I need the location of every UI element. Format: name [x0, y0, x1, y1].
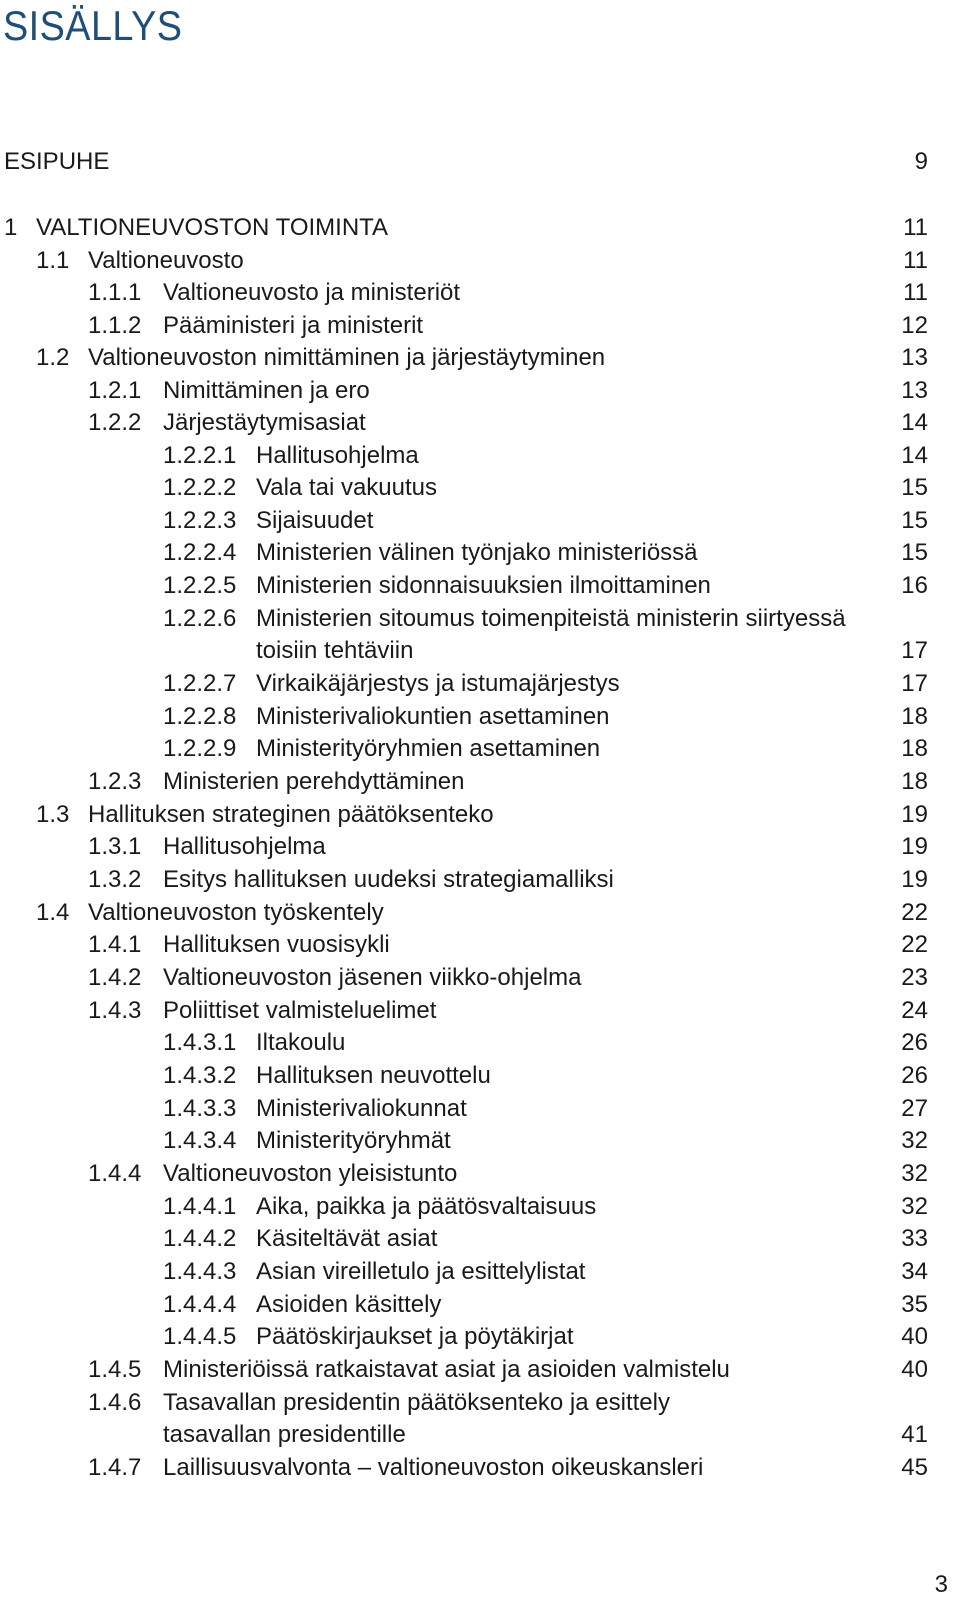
toc-entry-page: 22	[901, 931, 928, 958]
toc-entry-page: 11	[903, 279, 928, 306]
toc-entry-page: 15	[901, 539, 928, 566]
toc-entry-number: 1.4.3	[88, 997, 142, 1024]
toc-entry-page: 15	[901, 474, 928, 501]
toc-entry[interactable]	[0, 1321, 928, 1353]
toc-entry-page: 17	[901, 637, 928, 664]
toc-entry-page: 45	[901, 1454, 928, 1481]
toc-entry-title: Laillisuusvalvonta – valtioneuvoston oikeuskansleri	[163, 1454, 704, 1481]
toc-entry-title: Käsiteltävät asiat	[256, 1225, 438, 1252]
toc-entry-number: 1.3.1	[88, 833, 142, 860]
toc-entry[interactable]	[0, 1256, 928, 1288]
toc-entry-title: Ministerityöryhmät	[256, 1127, 451, 1154]
toc-entry[interactable]	[0, 472, 928, 504]
toc-entry-number: 1.4.3.2	[163, 1062, 237, 1089]
toc-entry-page: 18	[901, 703, 928, 730]
toc-entry-page: 14	[901, 442, 928, 469]
toc-entry[interactable]	[0, 799, 928, 831]
toc-entry[interactable]	[0, 701, 928, 733]
toc-entry-title: Hallituksen neuvottelu	[256, 1062, 491, 1089]
toc-entry-page: 13	[901, 344, 928, 371]
toc-entry-number: 1.1.2	[88, 312, 142, 339]
toc-entry-number: 1.4.4.3	[163, 1258, 237, 1285]
toc-entry-page: 19	[901, 801, 928, 828]
toc-entry[interactable]	[0, 212, 928, 244]
toc-entry-title: Esitys hallituksen uudeksi strategiamalliksi	[163, 866, 614, 893]
toc-entry[interactable]	[0, 1093, 928, 1125]
toc-entry-number: 1.4.7	[88, 1454, 142, 1481]
toc-entry-page: 13	[901, 377, 928, 404]
toc-entry[interactable]	[0, 831, 928, 863]
toc-entry-number: 1.2.2.2	[163, 474, 237, 501]
toc-entry-title: toisiin tehtäviin	[256, 637, 414, 664]
toc-entry-page: 11	[903, 214, 928, 241]
toc-entry[interactable]	[0, 1158, 928, 1190]
toc-entry[interactable]	[0, 440, 928, 472]
toc-entry-number: 1.4.2	[88, 964, 142, 991]
toc-entry-number: 1.2.2.6	[163, 605, 237, 632]
toc-entry-title: Hallitusohjelma	[163, 833, 326, 860]
toc-entry-number: 1.2.3	[88, 768, 142, 795]
toc-entry-number: 1.2.2.1	[163, 442, 237, 469]
toc-entry-page: 34	[901, 1258, 928, 1285]
toc-entry-number: 1.2	[36, 344, 70, 371]
toc-entry-page: 9	[914, 148, 928, 175]
toc-entry-page: 15	[901, 507, 928, 534]
toc-entry[interactable]	[0, 375, 928, 407]
toc-entry-page: 40	[901, 1356, 928, 1383]
toc-entry-number: 1.2.2.3	[163, 507, 237, 534]
toc-entry-page: 18	[901, 735, 928, 762]
toc-entry-title: Pääministeri ja ministerit	[163, 312, 424, 339]
toc-entry-title: Järjestäytymisasiat	[163, 409, 366, 436]
toc-entry-number: 1.4.6	[88, 1389, 142, 1416]
toc-entry-number: 1	[4, 214, 18, 241]
toc-entry[interactable]	[0, 537, 928, 569]
toc-entry-page: 14	[901, 409, 928, 436]
toc-entry-title: Päätöskirjaukset ja pöytäkirjat	[256, 1323, 574, 1350]
toc-entry[interactable]	[0, 277, 928, 309]
toc-entry-number: 1.2.2	[88, 409, 142, 436]
toc-entry-page: 18	[901, 768, 928, 795]
toc-entry-number: 1.3.2	[88, 866, 142, 893]
toc-entry-title: Asioiden käsittely	[256, 1291, 442, 1318]
toc-entry[interactable]	[0, 1354, 928, 1386]
toc-entry-page: 19	[901, 833, 928, 860]
toc-entry-page: 24	[901, 997, 928, 1024]
toc-entry[interactable]	[0, 1027, 928, 1059]
toc-entry-title: VALTIONEUVOSTON TOIMINTA	[36, 214, 389, 241]
toc-entry-title: Valtioneuvoston nimittäminen ja järjestäytyminen	[88, 344, 606, 371]
toc-entry[interactable]	[0, 1289, 928, 1321]
toc-entry-page: 16	[901, 572, 928, 599]
toc-entry[interactable]	[0, 1191, 928, 1223]
toc-entry-number: 1.4.4.4	[163, 1291, 237, 1318]
toc-entry[interactable]	[0, 407, 928, 439]
toc-entry-title: Ministerityöryhmien asettaminen	[256, 735, 601, 762]
toc-entry-number: 1.2.2.8	[163, 703, 237, 730]
toc-entry-title: Vala tai vakuutus	[256, 474, 437, 501]
toc-entry-page: 35	[901, 1291, 928, 1318]
toc-entry-title: Valtioneuvosto	[88, 247, 244, 274]
toc-entry-title: Ministerien sitoumus toimenpiteistä ministerin siirtyessä	[256, 605, 846, 632]
toc-entry-title: Ministerivaliokuntien asettaminen	[256, 703, 610, 730]
toc-entry-page: 26	[901, 1029, 928, 1056]
toc-entry[interactable]	[0, 635, 928, 667]
page-number: 3	[934, 1571, 948, 1598]
toc-entry-page: 32	[901, 1160, 928, 1187]
toc-entry-title: Valtioneuvoston yleisistunto	[163, 1160, 458, 1187]
toc-entry-title: Sijaisuudet	[256, 507, 374, 534]
toc-entry-title: Hallituksen vuosisykli	[163, 931, 390, 958]
toc-entry[interactable]	[0, 505, 928, 537]
toc-entry[interactable]	[0, 310, 928, 342]
toc-entry-page: 41	[901, 1421, 928, 1448]
toc-entry-page: 27	[901, 1095, 928, 1122]
toc-entry-page: 19	[901, 866, 928, 893]
toc-entry-number: 1.1	[36, 247, 70, 274]
toc-entry-title: Virkaikäjärjestys ja istumajärjestys	[256, 670, 620, 697]
toc-entry-number: 1.2.1	[88, 377, 142, 404]
toc-entry-number: 1.3	[36, 801, 70, 828]
toc-entry-page: 17	[901, 670, 928, 697]
toc-entry-title: tasavallan presidentille	[163, 1421, 406, 1448]
toc-entry-page: 22	[901, 899, 928, 926]
toc-entry-title: Aika, paikka ja päätösvaltaisuus	[256, 1193, 597, 1220]
toc-entry-number: 1.4	[36, 899, 70, 926]
toc-entry-number: 1.2.2.9	[163, 735, 237, 762]
toc-entry[interactable]	[0, 929, 928, 961]
toc-entry-title: Tasavallan presidentin päätöksenteko ja esittely	[163, 1389, 670, 1416]
toc-entry-number: 1.2.2.5	[163, 572, 237, 599]
page-title: SISÄLLYS	[3, 2, 183, 49]
toc-entry-title: ESIPUHE	[4, 148, 110, 175]
toc-entry-title: Ministerien välinen työnjako ministeriössä	[256, 539, 698, 566]
toc-entry-number: 1.4.5	[88, 1356, 142, 1383]
toc-entry[interactable]	[0, 1452, 928, 1484]
toc-entry[interactable]	[0, 1125, 928, 1157]
toc-entry[interactable]	[0, 1419, 928, 1451]
toc-entry[interactable]	[0, 146, 928, 178]
toc-entry-title: Poliittiset valmisteluelimet	[163, 997, 437, 1024]
toc-entry[interactable]	[0, 668, 928, 700]
toc-entry-page: 23	[901, 964, 928, 991]
toc-entry-title: Nimittäminen ja ero	[163, 377, 370, 404]
toc-entry[interactable]	[0, 1387, 928, 1419]
toc-entry-title: Valtioneuvoston jäsenen viikko-ohjelma	[163, 964, 582, 991]
toc-entry-title: Ministerien perehdyttäminen	[163, 768, 465, 795]
toc-entry-page: 32	[901, 1127, 928, 1154]
toc-entry-number: 1.4.3.3	[163, 1095, 237, 1122]
toc-entry-title: Ministeriöissä ratkaistavat asiat ja asioiden valmistelu	[163, 1356, 730, 1383]
toc-entry-number: 1.2.2.4	[163, 539, 237, 566]
toc-entry-number: 1.4.4.2	[163, 1225, 237, 1252]
toc-entry[interactable]	[0, 570, 928, 602]
toc-entry-title: Ministerien sidonnaisuuksien ilmoittaminen	[256, 572, 711, 599]
toc-entry[interactable]	[0, 603, 928, 635]
toc-entry-page: 12	[901, 312, 928, 339]
toc-entry-title: Hallituksen strateginen päätöksenteko	[88, 801, 494, 828]
toc-entry[interactable]	[0, 342, 928, 374]
toc-entry[interactable]	[0, 733, 928, 765]
toc-entry-page: 11	[903, 247, 928, 274]
toc-entry-number: 1.4.3.4	[163, 1127, 237, 1154]
toc-entry-title: Ministerivaliokunnat	[256, 1095, 467, 1122]
toc-entry-number: 1.4.4.1	[163, 1193, 237, 1220]
toc-entry[interactable]	[0, 962, 928, 994]
toc-entry-page: 26	[901, 1062, 928, 1089]
toc-entry-title: Iltakoulu	[256, 1029, 346, 1056]
toc-entry[interactable]	[0, 1060, 928, 1092]
toc-entry-title: Hallitusohjelma	[256, 442, 419, 469]
toc-entry-page: 33	[901, 1225, 928, 1252]
toc-entry[interactable]	[0, 995, 928, 1027]
toc-entry[interactable]	[0, 245, 928, 277]
toc-entry-title: Asian vireilletulo ja esittelylistat	[256, 1258, 586, 1285]
toc-entry-number: 1.4.4	[88, 1160, 142, 1187]
toc-entry[interactable]	[0, 1223, 928, 1255]
toc-entry[interactable]	[0, 897, 928, 929]
toc-entry-number: 1.4.3.1	[163, 1029, 237, 1056]
toc-entry-page: 32	[901, 1193, 928, 1220]
toc-entry-title: Valtioneuvosto ja ministeriöt	[163, 279, 461, 306]
toc-entry-number: 1.2.2.7	[163, 670, 237, 697]
toc-entry-number: 1.4.4.5	[163, 1323, 237, 1350]
toc-entry-number: 1.1.1	[88, 279, 142, 306]
toc-entry-title: Valtioneuvoston työskentely	[88, 899, 384, 926]
toc-entry[interactable]	[0, 864, 928, 896]
toc-entry-number: 1.4.1	[88, 931, 142, 958]
toc-entry-page: 40	[901, 1323, 928, 1350]
toc-entry[interactable]	[0, 766, 928, 798]
